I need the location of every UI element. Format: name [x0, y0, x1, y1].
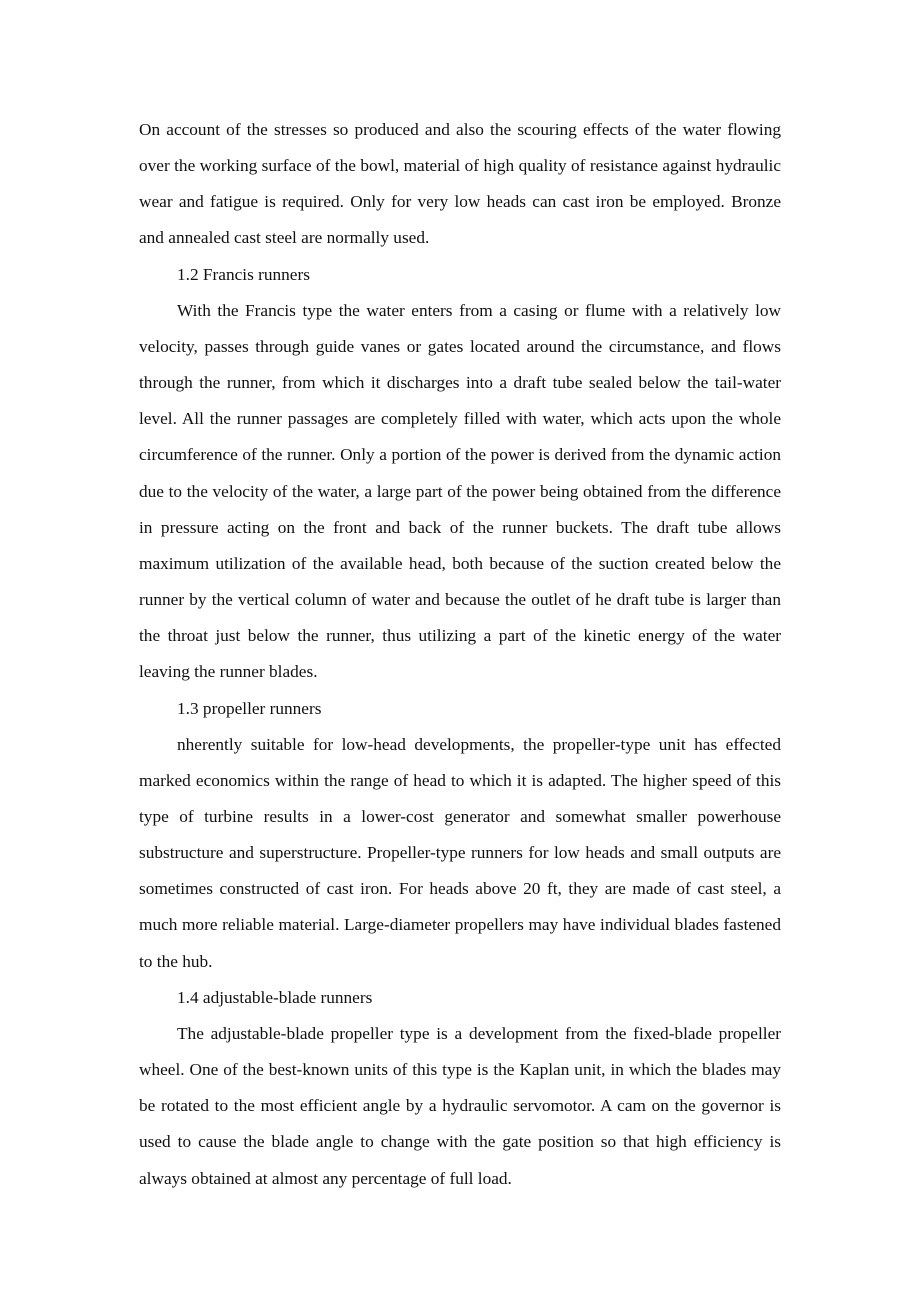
- paragraph-propeller-runners: nherently suitable for low-head developments, the propeller-type unit has effected marked economics within the range of head to which it is adapted. The higher speed of this type of turbine results in a lower-cost generator and somewhat smaller powerhouse substructure and superstructure. Propeller-type runners for low heads and small outputs are sometimes constructed of cast iron. For heads above 20 ft, they are made of cast steel, a much more reliable material. Large-diameter propellers may have individual blades fastened to the hub.: [139, 734, 781, 971]
- section-heading-francis-runners: 1.2 Francis runners: [177, 264, 310, 284]
- document-page: [139, 112, 781, 1197]
- paragraph-adjustable-blade-runners: The adjustable-blade propeller type is a development from the fixed-blade propeller wheel. One of the best-known units of this type is the Kaplan unit, in which the blades may be rotated to the most efficient angle by a hydraulic servomotor. A cam on the governor is used to cause the blade angle to change with the gate position so that high efficiency is always obtained at almost any percentage of full load.: [139, 1023, 781, 1188]
- section-heading-adjustable-blade-runners: 1.4 adjustable-blade runners: [177, 987, 373, 1007]
- paragraph-bowl-materials: On account of the stresses so produced and also the scouring effects of the water flowing over the working surface of the bowl, material of high quality of resistance against hydraulic wear and fatigue is required. Only for very low heads can cast iron be employed. Bronze and annealed cast steel are normally used.: [139, 120, 781, 248]
- section-heading-propeller-runners: 1.3 propeller runners: [177, 698, 322, 718]
- paragraph-francis-runners: With the Francis type the water enters from a casing or flume with a relatively low velocity, passes through guide vanes or gates located around the circumstance, and flows through the runner, from which it discharges into a draft tube sealed below the tail-water level. All the runner passages are completely filled with water, which acts upon the whole circumference of the runner. Only a portion of the power is derived from the dynamic action due to the velocity of the water, a large part of the power being obtained from the difference in pressure acting on the front and back of the runner buckets. The draft tube allows maximum utilization of the available head, both because of the suction created below the runner by the vertical column of water and because the outlet of he draft tube is larger than the throat just below the runner, thus utilizing a part of the kinetic energy of the water leaving the runner blades.: [139, 300, 781, 682]
